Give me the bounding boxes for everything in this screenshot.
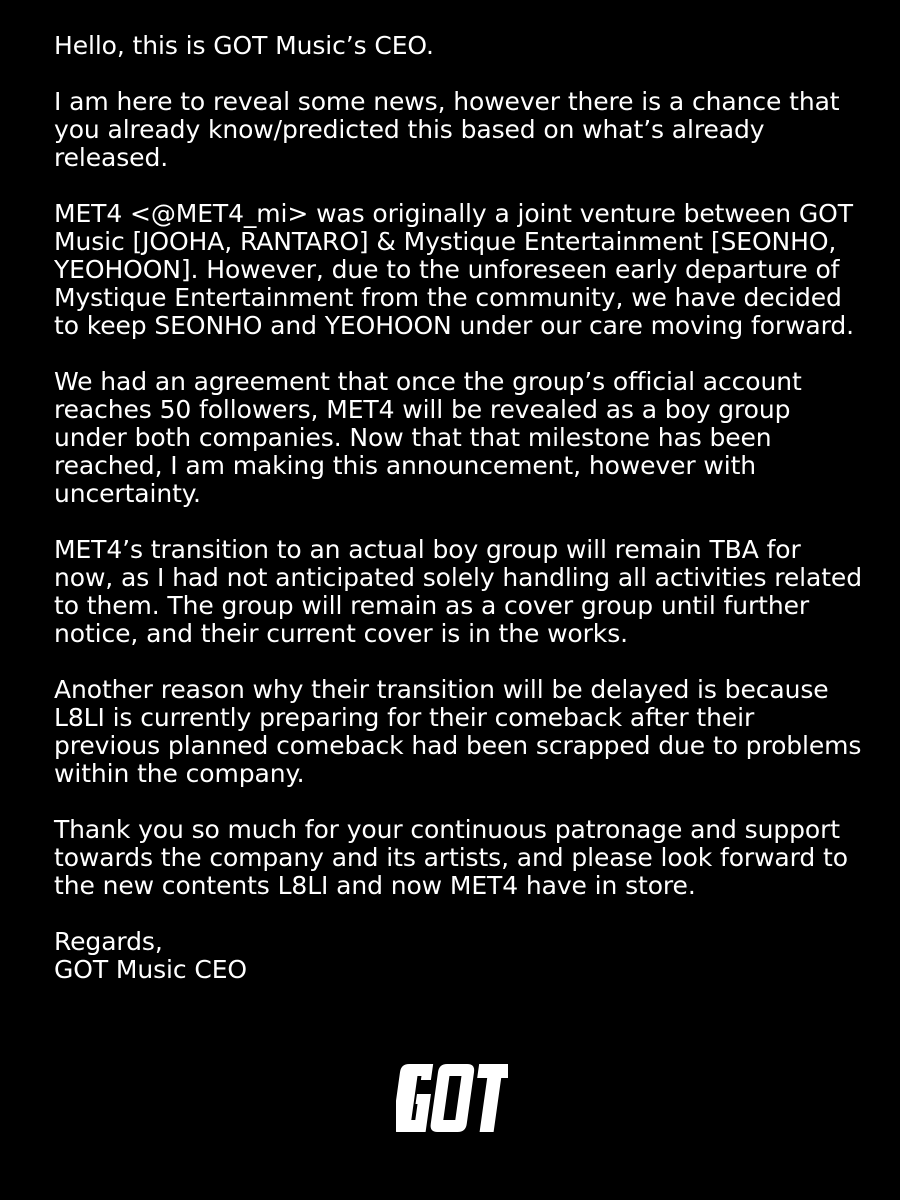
- got-logo-icon: [396, 1058, 508, 1138]
- paragraph-transition: MET4’s transition to an actual boy group will remain TBA for now, as I had not anticipated solely handling all activities related to them. The group will remain as a cover group until further notice, and their current cover is in the works.: [54, 535, 862, 648]
- paragraph-delay-reason: Another reason why their transition will be delayed is because L8LI is currently preparing for their comeback after their previous planned comeback had been scrapped due to problems within the company.: [54, 675, 862, 788]
- letter-body: [54, 32, 864, 984]
- paragraph-agreement: We had an agreement that once the group’s official account reaches 50 followers, MET4 will be revealed as a boy group under both companies. Now that that milestone has been reached, I am making this announcement, however with uncertainty.: [54, 367, 802, 508]
- greeting: Hello, this is GOT Music’s CEO.: [54, 31, 434, 60]
- paragraph-joint-venture: MET4 <@MET4_mi> was originally a joint venture between GOT Music [JOOHA, RANTARO] & Mystique Entertainment [SEONHO, YEOHOON]. However, due to the unforeseen early departure of Mystique Entertainment from the community, we have decided to keep SEONHO and YEOHOON under our care moving forward.: [54, 199, 855, 340]
- signoff: [54, 928, 864, 984]
- got-logo: [396, 1058, 508, 1138]
- closing: Regards,: [54, 927, 163, 956]
- signature: GOT Music CEO: [54, 955, 247, 984]
- paragraph-thanks: Thank you so much for your continuous patronage and support towards the company and its artists, and please look forward to the new contents L8LI and now MET4 have in store.: [54, 815, 848, 900]
- paragraph-news: I am here to reveal some news, however there is a chance that you already know/predicted this based on what’s already released.: [54, 87, 840, 172]
